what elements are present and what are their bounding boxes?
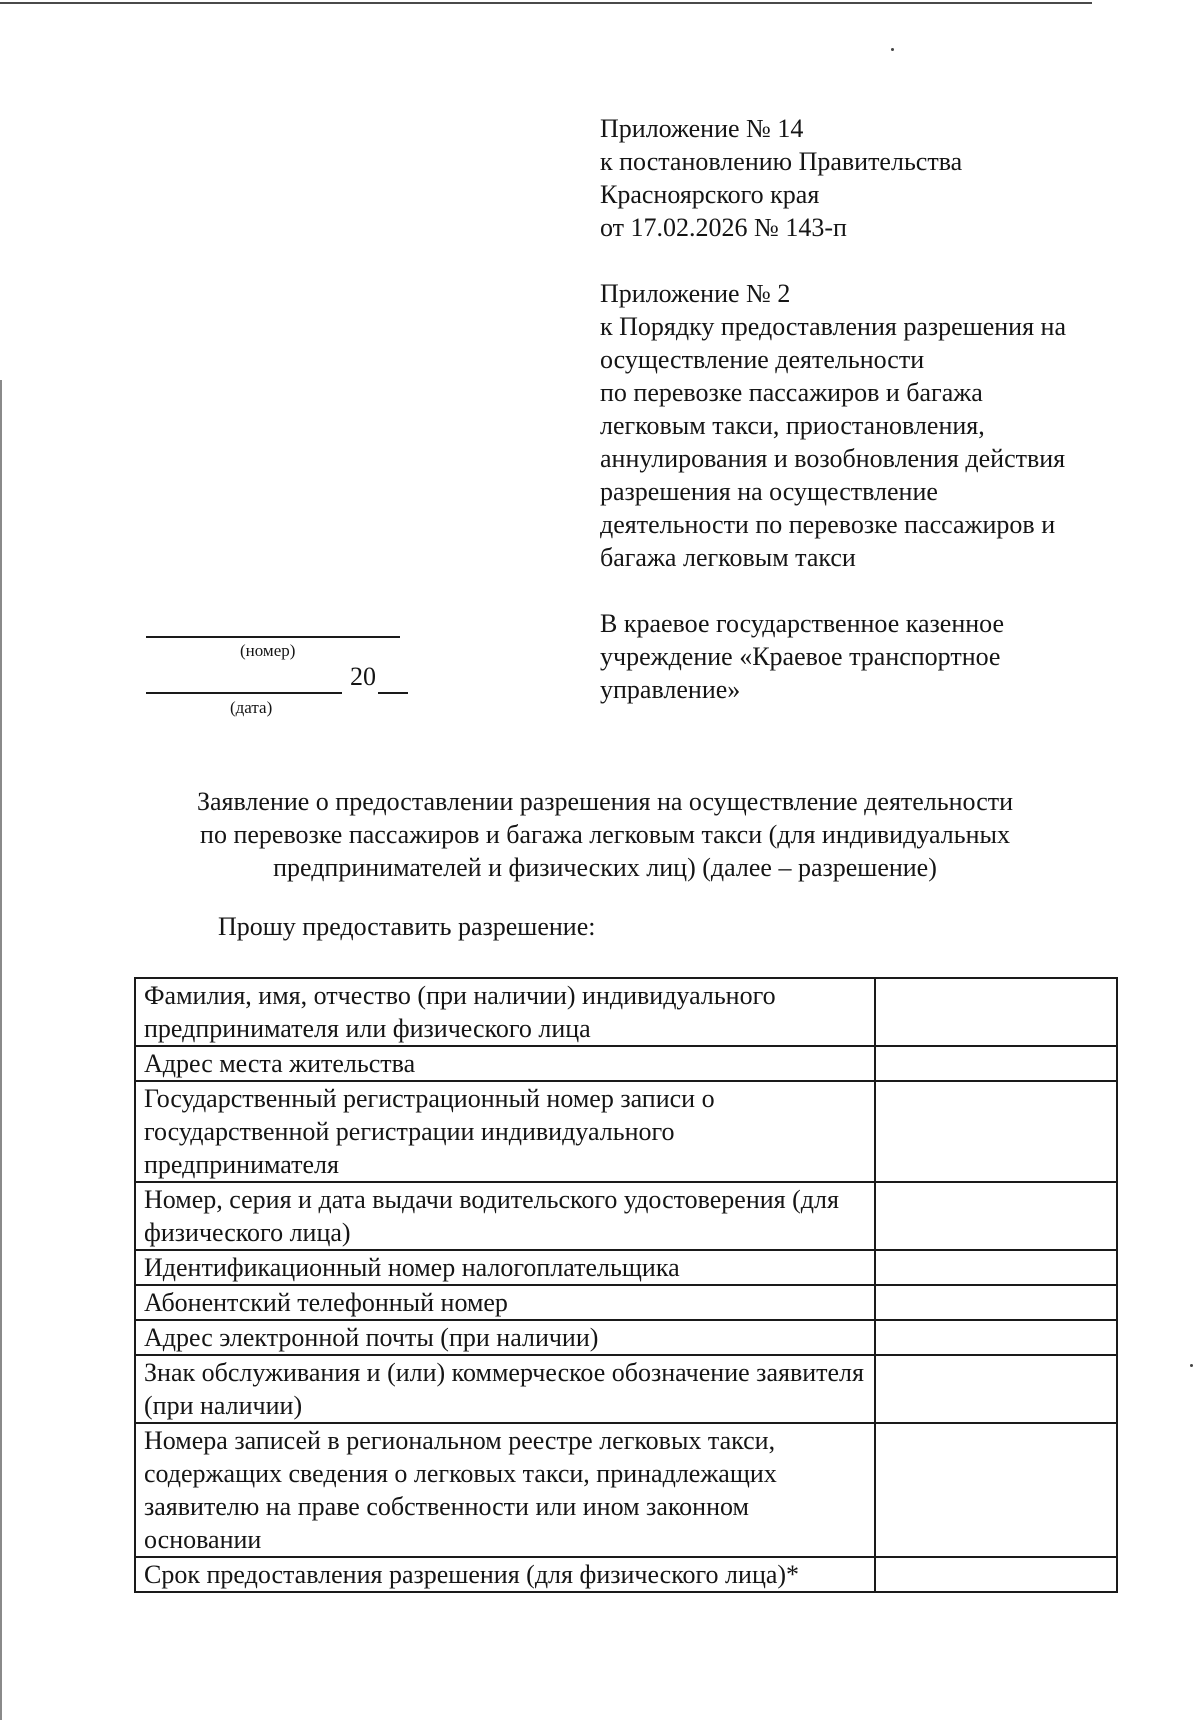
addressee-line: В краевое государственное казенное xyxy=(600,609,1005,638)
appendix-14-line: Красноярского края xyxy=(600,180,820,209)
row-label-full-name: Фамилия, имя, отчество (при наличии) индивидуального предпринимателя или физического лица xyxy=(135,978,875,1046)
row-label-permit-term: Срок предоставления разрешения (для физического лица)* xyxy=(135,1557,875,1592)
year-underline[interactable] xyxy=(378,692,408,694)
appendix-2-line: багажа легковым такси xyxy=(600,543,856,572)
row-value-inn[interactable] xyxy=(875,1250,1117,1285)
row-label-phone: Абонентский телефонный номер xyxy=(135,1285,875,1320)
date-caption: (дата) xyxy=(230,698,273,717)
appendix-14-line: от 17.02.2026 № 143-п xyxy=(600,213,847,242)
table-row xyxy=(135,1182,1117,1250)
title-line: Заявление о предоставлении разрешения на осуществление деятельности xyxy=(196,787,1014,816)
row-value-permit-term[interactable] xyxy=(875,1557,1117,1592)
addressee xyxy=(600,607,1004,706)
scan-speck xyxy=(1190,1364,1193,1367)
appendix-14-line: к постановлению Правительства xyxy=(600,147,963,176)
appendix-14-header xyxy=(600,112,962,244)
table-row xyxy=(135,1557,1117,1592)
row-label-ogrnip: Государственный регистрационный номер записи о государственной регистрации индивидуального предпринимателя xyxy=(135,1081,875,1182)
table-row xyxy=(135,1081,1117,1182)
table-row xyxy=(135,1285,1117,1320)
appendix-2-line: деятельности по перевозке пассажиров и xyxy=(600,510,1056,539)
title-line: предпринимателей и физических лиц) (далее – разрешение) xyxy=(273,853,937,882)
appendix-14-line: Приложение № 14 xyxy=(600,114,804,143)
row-value-phone[interactable] xyxy=(875,1285,1117,1320)
row-label-inn: Идентификационный номер налогоплательщика xyxy=(135,1250,875,1285)
application-form-table xyxy=(134,977,1118,1593)
row-value-registry-records[interactable] xyxy=(875,1423,1117,1557)
application-title xyxy=(150,785,1060,884)
table-row xyxy=(135,978,1117,1046)
table-row xyxy=(135,1355,1117,1423)
appendix-2-header xyxy=(600,277,1066,574)
appendix-2-line: Приложение № 2 xyxy=(600,279,791,308)
addressee-line: учреждение «Краевое транспортное xyxy=(600,642,1001,671)
table-row xyxy=(135,1320,1117,1355)
appendix-2-line: легковым такси, приостановления, xyxy=(600,411,985,440)
appendix-2-line: к Порядку предоставления разрешения на xyxy=(600,312,1066,341)
row-value-full-name[interactable] xyxy=(875,978,1117,1046)
row-label-driver-license: Номер, серия и дата выдачи водительского удостоверения (для физического лица) xyxy=(135,1182,875,1250)
appendix-2-line: аннулирования и возобновления действия xyxy=(600,444,1066,473)
table-row xyxy=(135,1423,1117,1557)
appendix-2-line: по перевозке пассажиров и багажа xyxy=(600,378,983,407)
row-label-email: Адрес электронной почты (при наличии) xyxy=(135,1320,875,1355)
row-value-driver-license[interactable] xyxy=(875,1182,1117,1250)
addressee-line: управление» xyxy=(600,675,741,704)
row-value-ogrnip[interactable] xyxy=(875,1081,1117,1182)
row-value-service-mark[interactable] xyxy=(875,1355,1117,1423)
scan-top-border xyxy=(0,2,1092,4)
table-row xyxy=(135,1250,1117,1285)
scan-left-edge xyxy=(0,380,2,1720)
intro-text: Прошу предоставить разрешение: xyxy=(218,912,596,941)
number-underline[interactable] xyxy=(146,636,400,638)
row-label-service-mark: Знак обслуживания и (или) коммерческое обозначение заявителя (при наличии) xyxy=(135,1355,875,1423)
row-label-registry-records: Номера записей в региональном реестре легковых такси, содержащих сведения о легковых такси, принадлежащих заявителю на праве собственности или ином законном основании xyxy=(135,1423,875,1557)
date-underline[interactable] xyxy=(146,692,342,694)
row-label-address: Адрес места жительства xyxy=(135,1046,875,1081)
number-caption: (номер) xyxy=(240,641,296,660)
year-prefix: 20 xyxy=(350,662,376,691)
title-line: по перевозке пассажиров и багажа легковым такси (для индивидуальных xyxy=(200,820,1010,849)
table-row xyxy=(135,1046,1117,1081)
row-value-address[interactable] xyxy=(875,1046,1117,1081)
scan-speck xyxy=(891,48,894,51)
appendix-2-line: осуществление деятельности xyxy=(600,345,925,374)
appendix-2-line: разрешения на осуществление xyxy=(600,477,938,506)
row-value-email[interactable] xyxy=(875,1320,1117,1355)
